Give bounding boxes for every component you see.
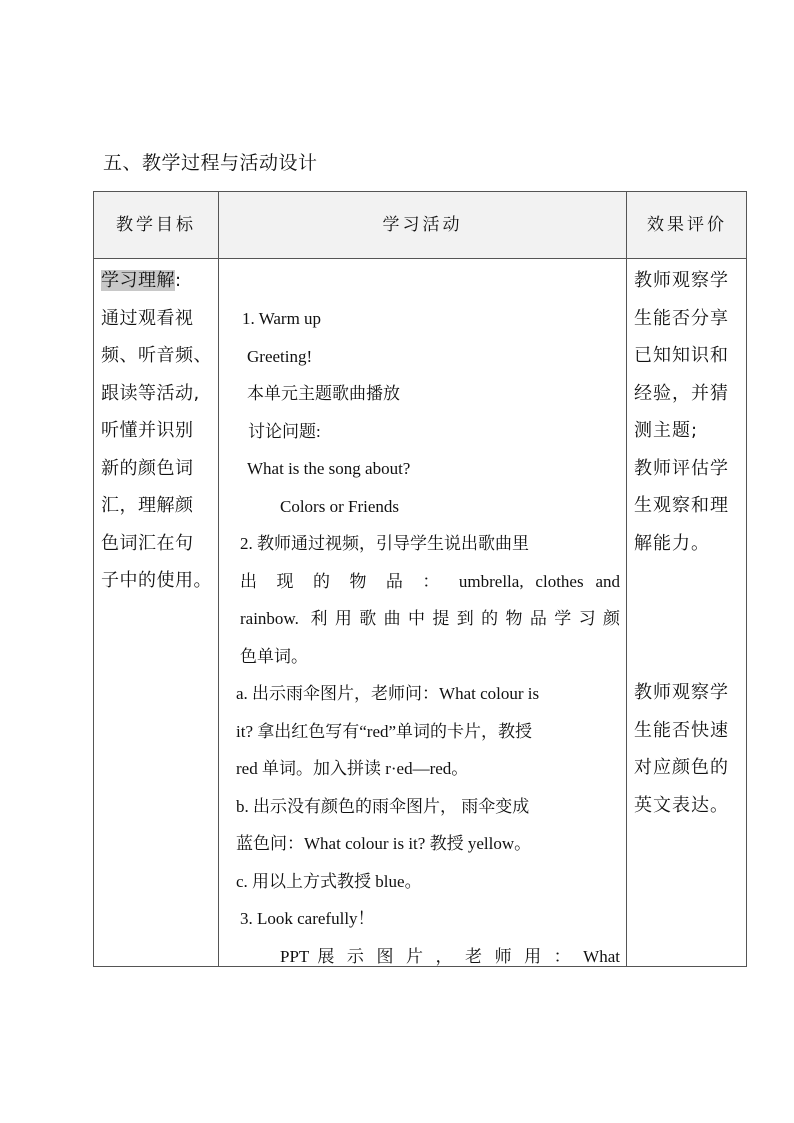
evaluation-line: 解能力。	[634, 532, 710, 554]
objective-line: 通过观看视	[101, 307, 194, 329]
activity-line: rainbow. 利用歌曲中提到的物品学习颜	[240, 609, 620, 628]
evaluation-line: 对应颜色的	[634, 757, 729, 778]
objective-colon: :	[175, 270, 182, 291]
column-divider	[218, 192, 219, 966]
teaching-process-table	[93, 191, 747, 967]
objective-cell	[101, 262, 217, 600]
activity-line: 1. Warm up	[242, 309, 322, 328]
activity-line: What is the song about?	[247, 459, 411, 478]
activity-line: Colors or Friends	[280, 496, 399, 516]
activity-line: c. 用以上方式教授 blue。	[236, 871, 422, 891]
activity-line: Greeting!	[247, 346, 313, 366]
objective-line: 汇，理解颜	[101, 495, 194, 516]
activity-line: it? 拿出红色写有“red”单词的卡片，教授	[236, 721, 533, 741]
evaluation-line: 英文表达。	[634, 794, 729, 816]
evaluation-line: 生能否分享	[634, 307, 729, 329]
objective-line: 新的颜色词	[101, 457, 194, 479]
evaluation-cell	[634, 262, 746, 824]
evaluation-spacer	[634, 562, 746, 674]
activity-line: 色单词。	[240, 646, 308, 666]
activity-line: 本单元主题歌曲播放	[247, 384, 400, 403]
activity-line: 讨论问题:	[248, 421, 321, 441]
evaluation-line: 生观察和理	[634, 495, 729, 516]
evaluation-line: 经验，并猜	[634, 382, 729, 404]
header-learning-activities: 学习活动	[382, 215, 463, 235]
header-evaluation: 效果评价	[647, 215, 727, 235]
activity-line: 3. Look carefully！	[240, 909, 375, 928]
evaluation-line: 测主题;	[634, 420, 699, 441]
evaluation-line: 教师观察学	[634, 270, 729, 291]
objective-highlight: 学习理解	[101, 270, 175, 291]
objective-line: 子中的使用。	[101, 570, 212, 591]
objective-line: 频、听音频、	[101, 345, 212, 366]
column-divider	[626, 192, 627, 966]
evaluation-line: 生能否快速	[634, 719, 729, 741]
objective-line: 色词汇在句	[101, 532, 194, 554]
activity-line: a. 出示雨伞图片，老师问：What colour is	[236, 684, 540, 703]
evaluation-line: 已知知识和	[634, 345, 729, 366]
activities-cell	[232, 300, 620, 975]
activity-line: 蓝色问：What colour is it? 教授 yellow。	[236, 834, 532, 853]
header-teaching-objective: 教学目标	[116, 215, 196, 235]
section-title: 五、教学过程与活动设计	[103, 152, 318, 174]
activity-line: 出 现 的 物 品 ： umbrella, clothes and	[240, 571, 620, 591]
objective-line: 听懂并识别	[101, 420, 194, 441]
activity-line: 2. 教师通过视频，引导学生说出歌曲里	[240, 534, 529, 553]
activity-line: red 单词。加入拼读 r·ed—red。	[236, 759, 469, 778]
evaluation-line: 教师评估学	[634, 457, 729, 479]
activity-line: PPT 展 示 图 片 ， 老 师 用 ： What	[280, 946, 620, 966]
evaluation-line: 教师观察学	[634, 682, 729, 703]
objective-line: 跟读等活动,	[101, 382, 200, 404]
activity-line: b. 出示没有颜色的雨伞图片， 雨伞变成	[236, 796, 530, 816]
